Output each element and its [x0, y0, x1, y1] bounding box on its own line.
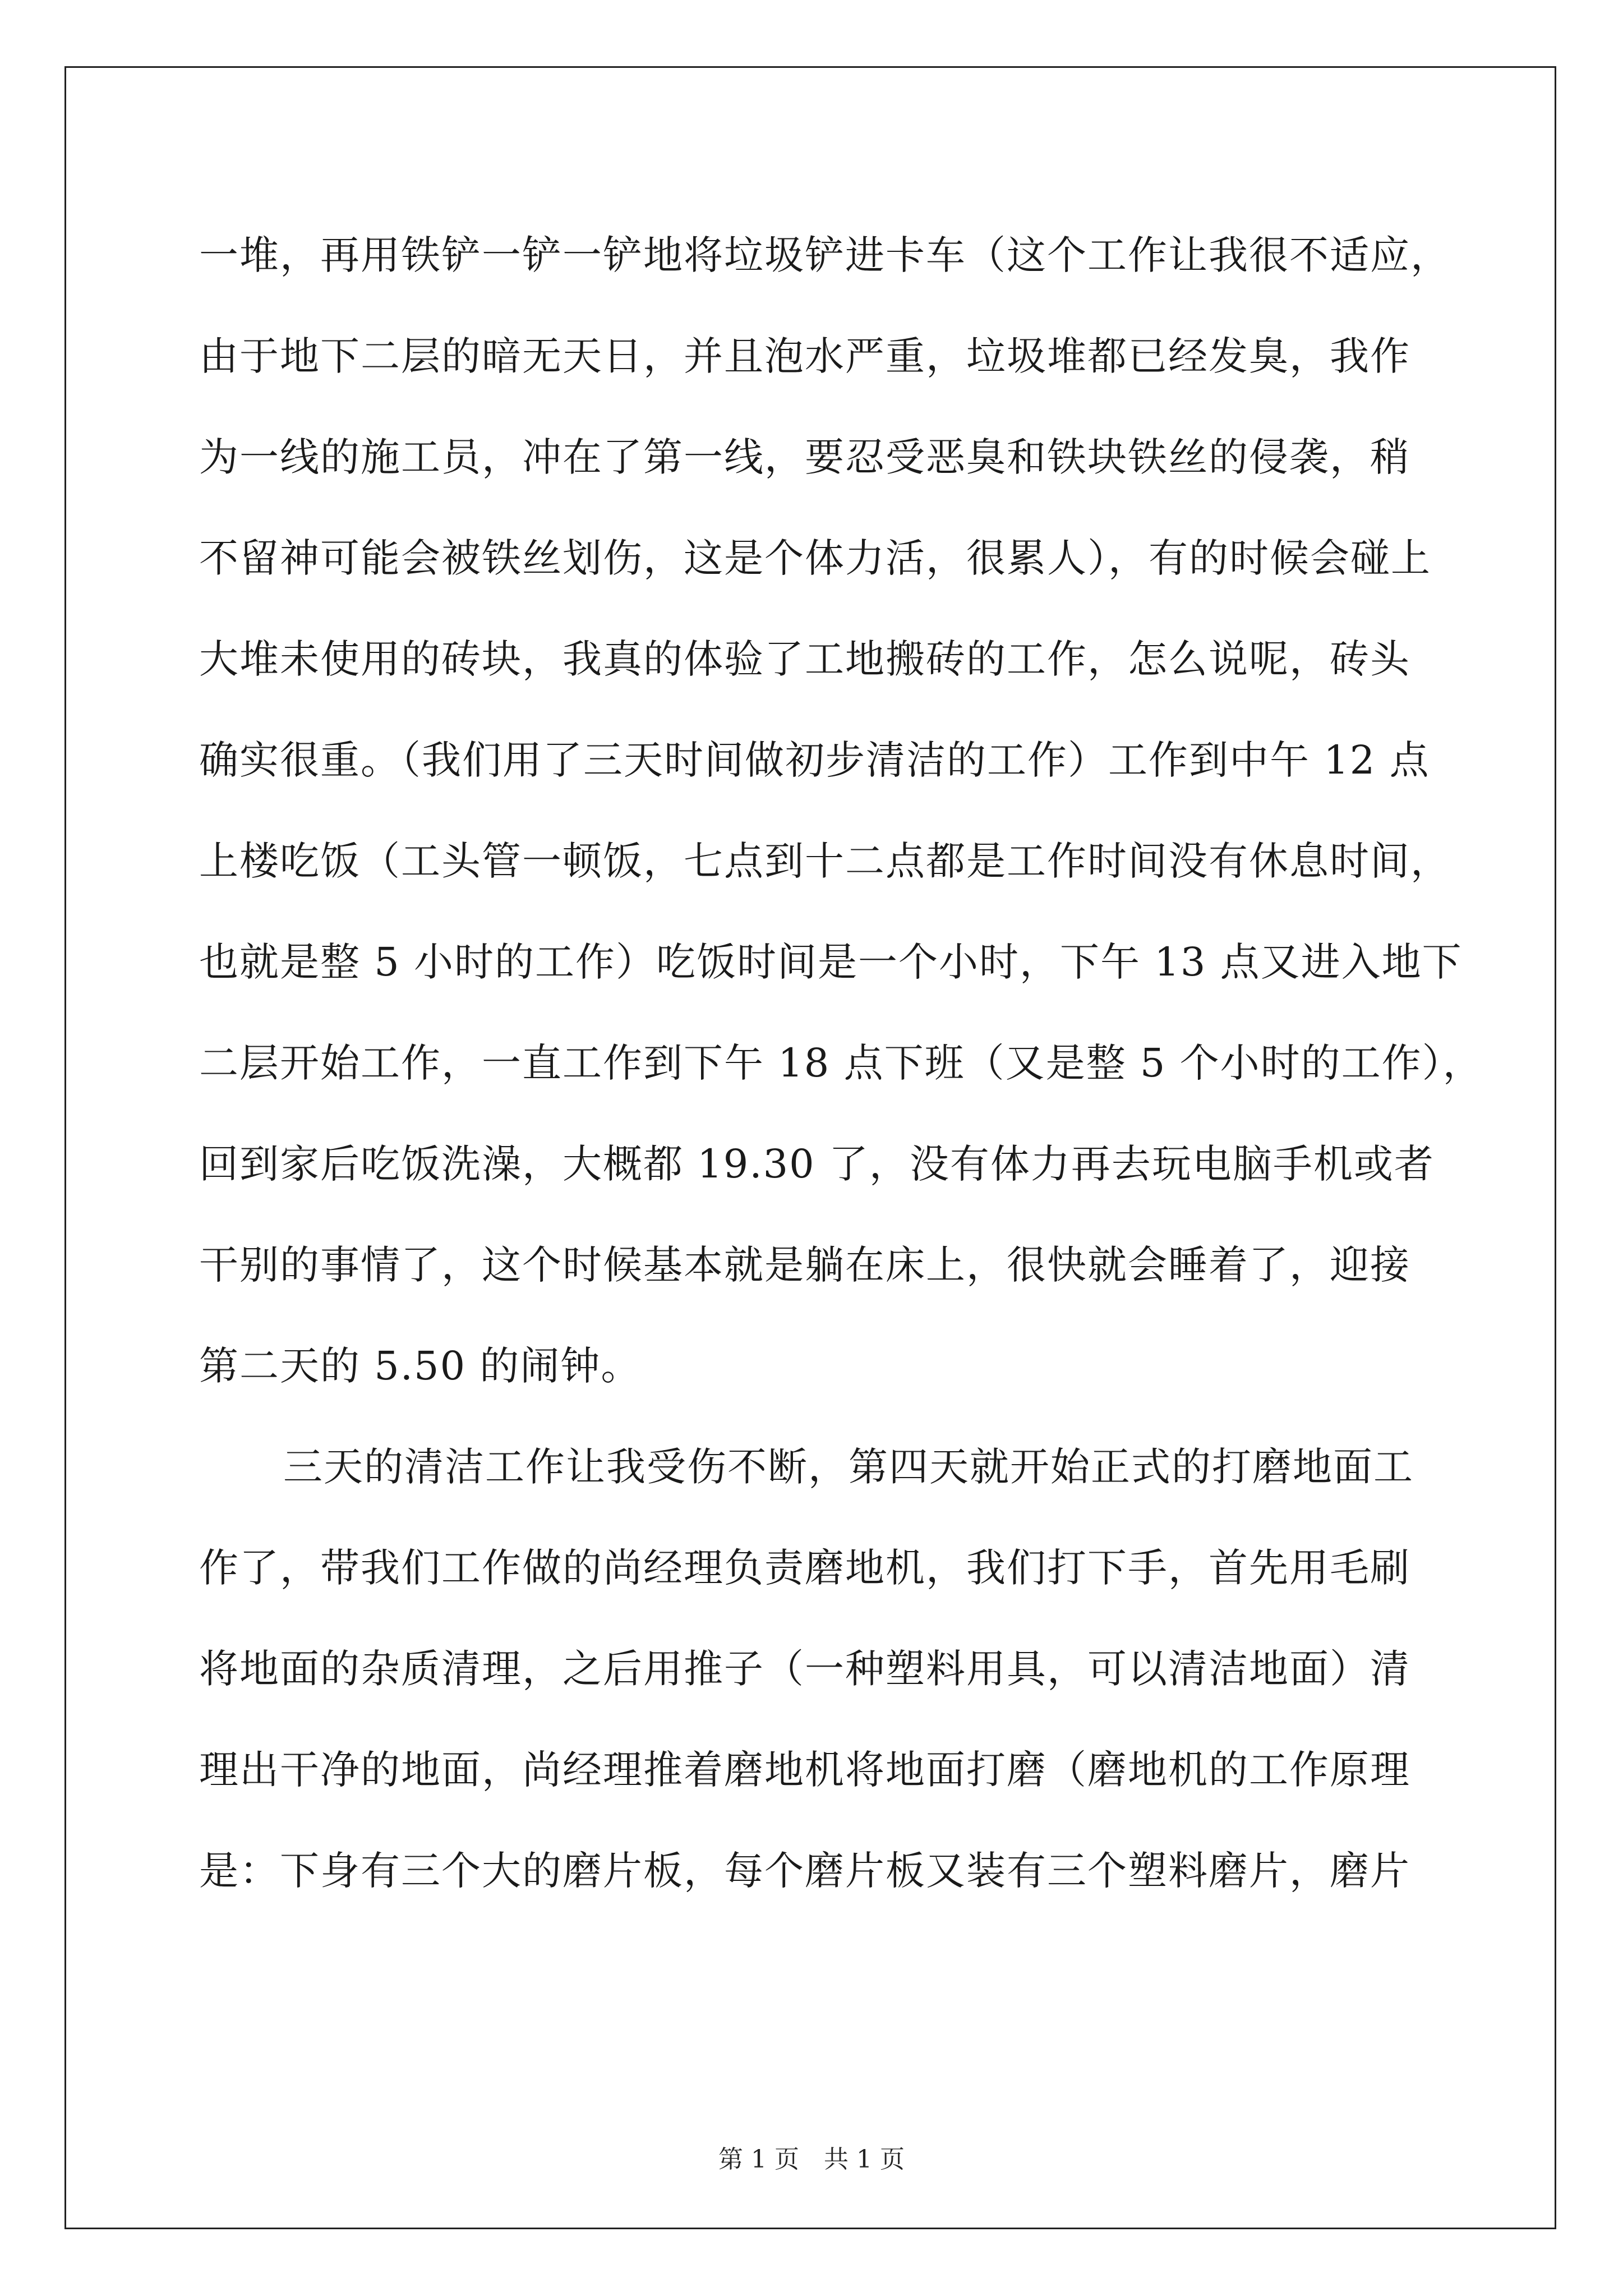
text-line: 干别的事情了，这个时候基本就是躺在床上，很快就会睡着了，迎接 [199, 1242, 1410, 1288]
text-line: 大堆未使用的砖块，我真的体验了工地搬砖的工作，怎么说呢，砖头 [199, 636, 1410, 682]
document-body [199, 222, 1483, 1938]
text-line: 回到家后吃饭洗澡，大概都 19.30 了，没有体力再去玩电脑手机或者 [199, 1141, 1435, 1187]
paragraph-1 [199, 222, 1483, 1433]
text-line: 确实很重。（我们用了三天时间做初步清洁的工作）工作到中午 12 点 [199, 737, 1430, 783]
text-line: 不留神可能会被铁丝划伤，这是个体力活，很累人），有的时候会碰上 [199, 535, 1431, 581]
page-number-footer: 第 1 页 共 1 页 [718, 2145, 905, 2174]
text-line: 一堆，再用铁铲一铲一铲地将垃圾铲进卡车（这个工作让我很不适应， [199, 232, 1451, 278]
text-line: 三天的清洁工作让我受伤不断，第四天就开始正式的打磨地面工 [283, 1444, 1414, 1490]
text-line: 也就是整 5 小时的工作）吃饭时间是一个小时，下午 13 点又进入地下 [199, 939, 1463, 985]
text-line: 第二天的 5.50 的闹钟。 [199, 1343, 642, 1389]
text-line: 作了，带我们工作做的尚经理负责磨地机，我们打下手，首先用毛刷 [199, 1545, 1410, 1591]
paragraph-2 [199, 1433, 1433, 1938]
text-line: 上楼吃饭（工头管一顿饭，七点到十二点都是工作时间没有休息时间， [199, 838, 1451, 884]
text-line: 二层开始工作，一直工作到下午 18 点下班（又是整 5 个小时的工作）， [199, 1040, 1483, 1086]
text-line: 理出干净的地面，尚经理推着磨地机将地面打磨（磨地机的工作原理 [199, 1747, 1410, 1793]
text-line: 为一线的施工员，冲在了第一线，要忍受恶臭和铁块铁丝的侵袭，稍 [199, 434, 1410, 480]
text-line: 将地面的杂质清理，之后用推子（一种塑料用具，可以清洁地面）清 [199, 1646, 1410, 1692]
text-line: 是：下身有三个大的磨片板，每个磨片板又装有三个塑料磨片，磨片 [199, 1848, 1410, 1894]
text-line: 由于地下二层的暗无天日，并且泡水严重，垃圾堆都已经发臭，我作 [199, 333, 1410, 379]
